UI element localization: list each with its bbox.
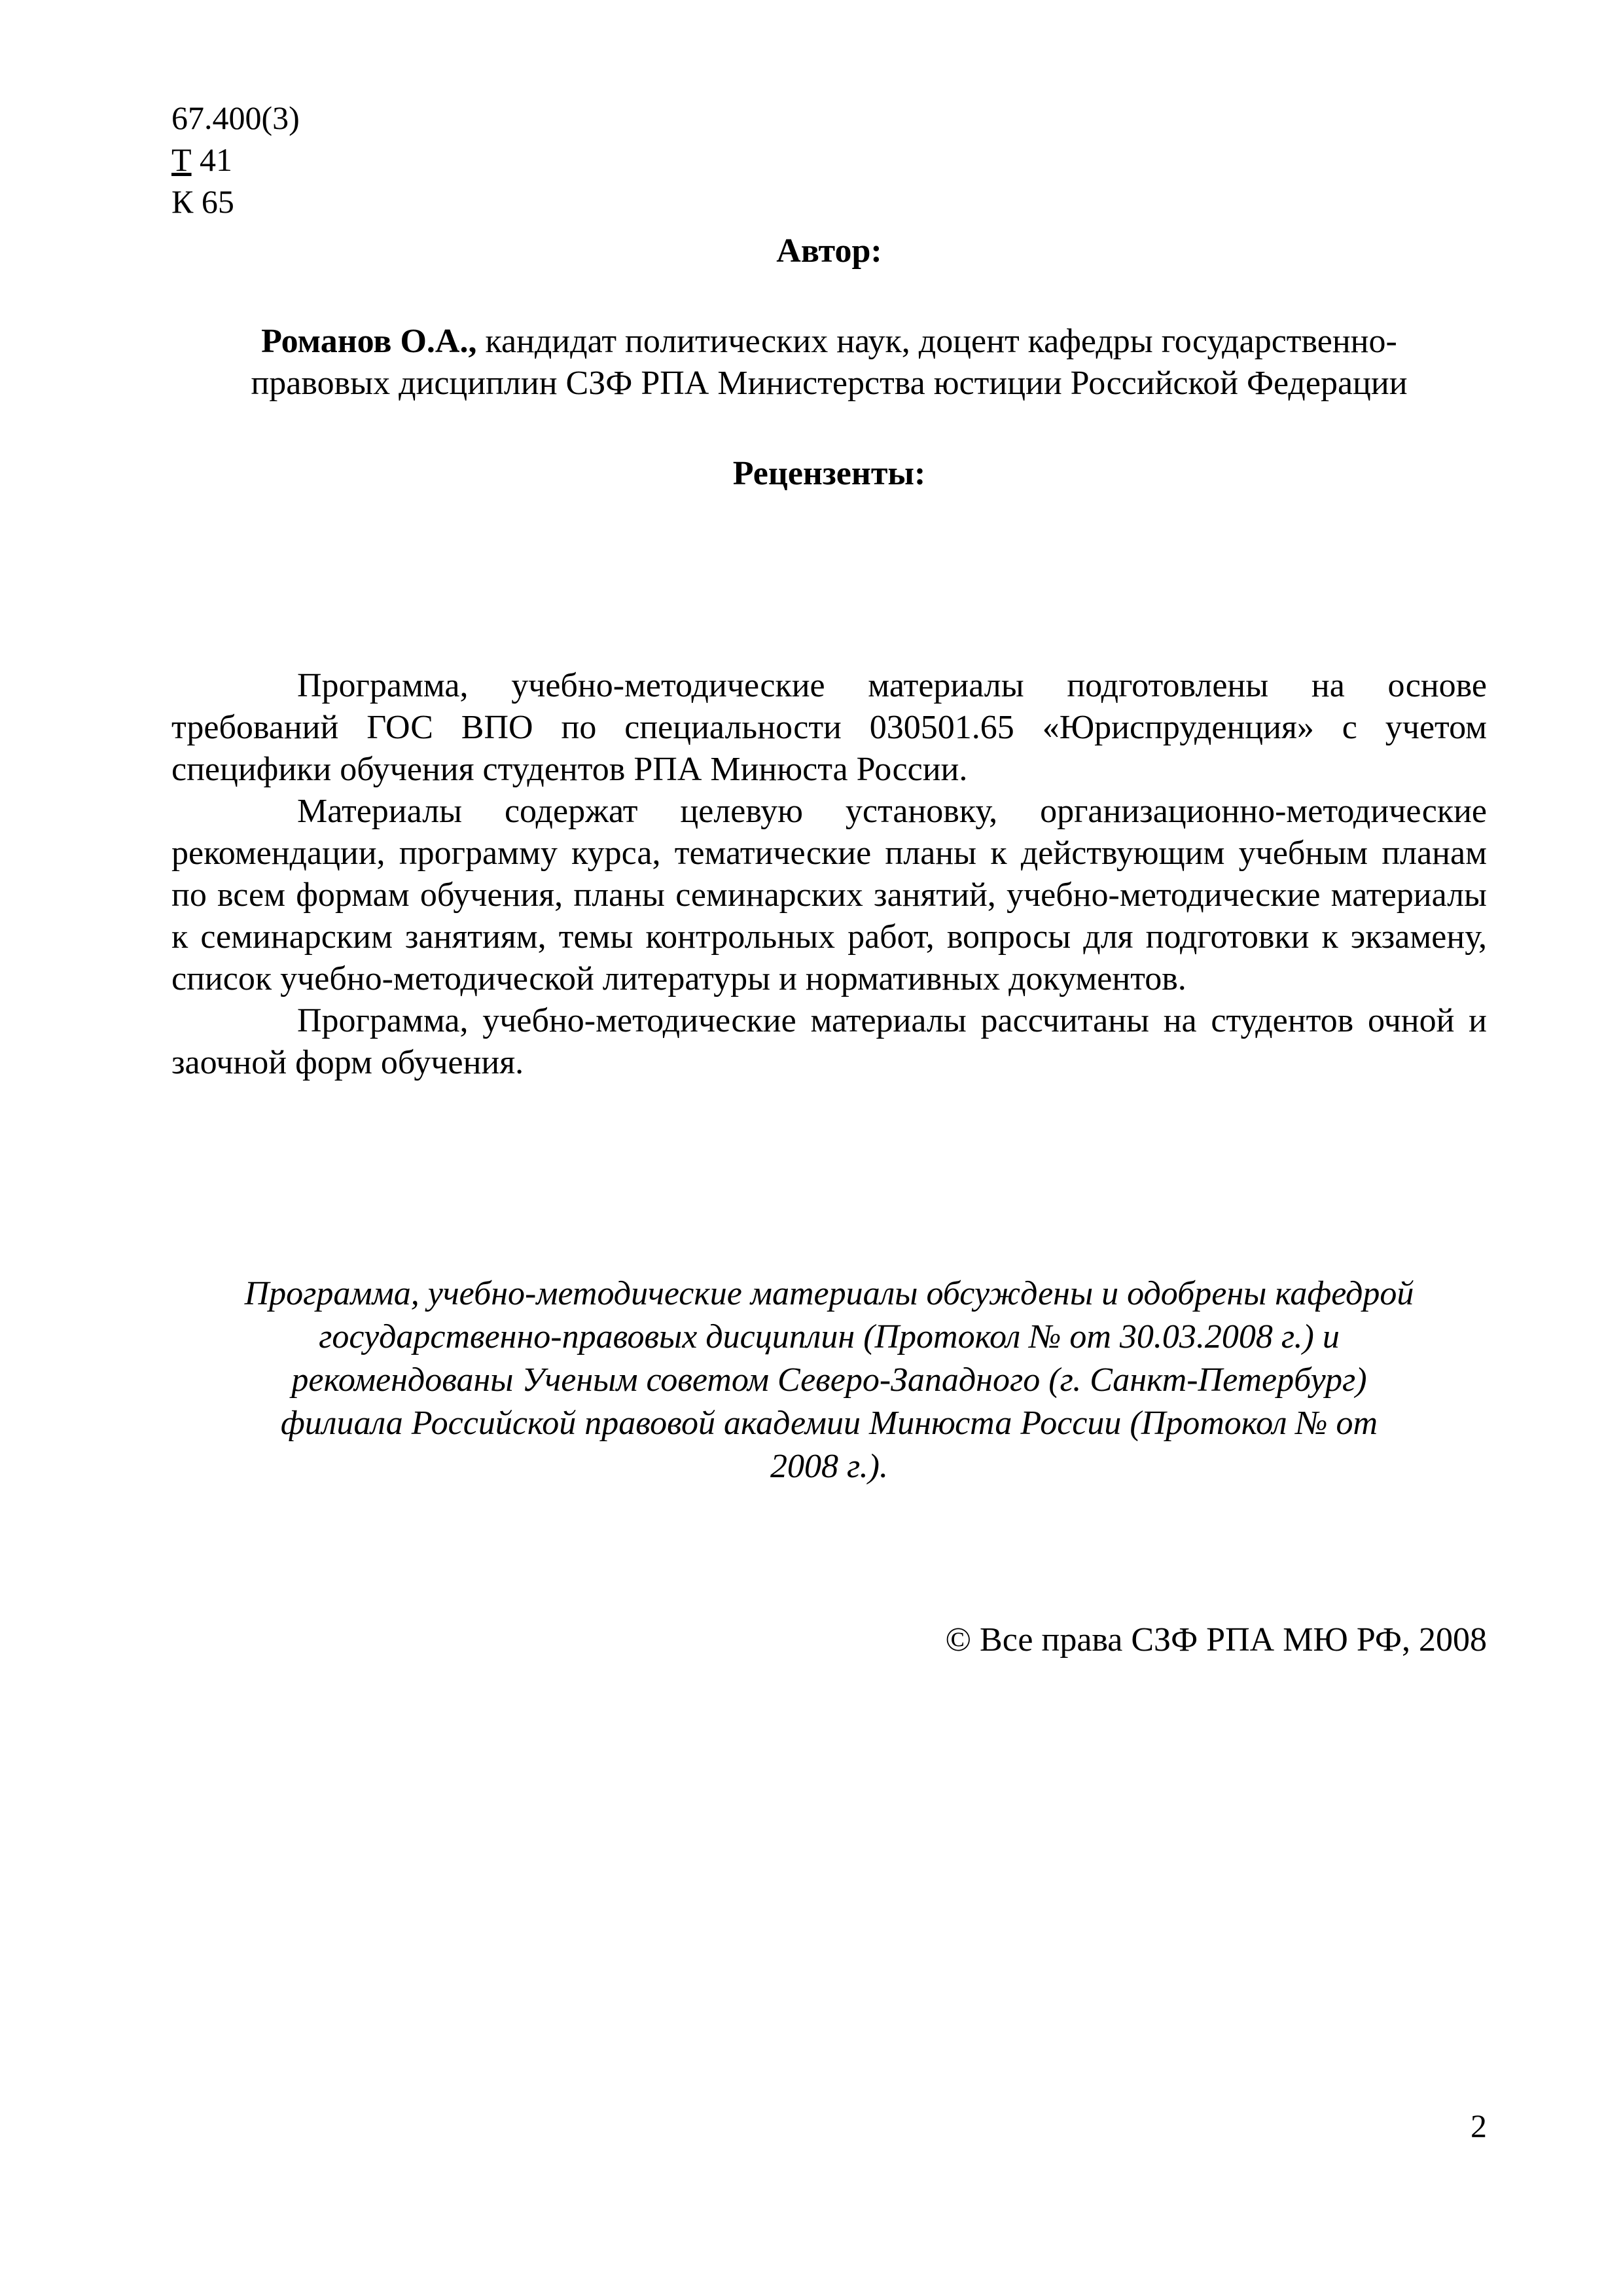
reviewers-heading: Рецензенты: <box>732 455 926 492</box>
approval-line: государственно-правовых дисциплин (Протокол № от 30.03.2008 г.) и <box>319 1318 1340 1355</box>
author-heading: Автор: <box>776 232 882 270</box>
classification-codes <box>171 97 300 223</box>
author-credentials: кандидат политических наук, доцент кафедры государственно- <box>476 323 1397 360</box>
approval-line: рекомендованы Ученым советом Северо-Западного (г. Санкт-Петербург) <box>291 1361 1367 1399</box>
author-line-1 <box>171 321 1487 363</box>
author-info <box>171 321 1487 404</box>
classification-code-t: Т 41 <box>171 141 233 178</box>
author-name: Романов О.А., <box>261 323 477 360</box>
annotation-text <box>171 665 1487 1084</box>
classification-code-k: К 65 <box>171 183 234 220</box>
annotation-paragraph: Программа, учебно-методические материалы рассчитаны на студентов очной и заочной форм обучения. <box>171 1002 1487 1081</box>
approval-line: Программа, учебно-методические материалы обсуждены и одобрены кафедрой <box>244 1275 1414 1312</box>
classification-code-bbk: 67.400(3) <box>171 99 300 136</box>
page-number: 2 <box>1471 2108 1487 2144</box>
approval-line: 2008 г.). <box>770 1448 888 1485</box>
annotation-paragraph: Материалы содержат целевую установку, организационно-методические рекомендации, программу курса, тематические планы к действующим учебным планам по всем формам обучения, планы семинарских занятий, учебно-методические материалы к семинарским занятиям, темы контрольных работ, вопросы для подготовки к экзамену, список учебно-методической литературы и нормативных документов. <box>171 793 1487 997</box>
approval-note <box>171 1272 1487 1488</box>
annotation-paragraph: Программа, учебно-методические материалы подготовлены на основе требований ГОС ВПО по специальности 030501.65 «Юриспруденция» с учетом специфики обучения студентов РПА Минюста России. <box>171 667 1487 788</box>
copyright-notice: © Все права СЗФ РПА МЮ РФ, 2008 <box>945 1621 1487 1659</box>
approval-line: филиала Российской правовой академии Минюста России (Протокол № от <box>280 1405 1378 1442</box>
author-line-2: правовых дисциплин СЗФ РПА Министерства юстиции Российской Федерации <box>251 365 1408 402</box>
